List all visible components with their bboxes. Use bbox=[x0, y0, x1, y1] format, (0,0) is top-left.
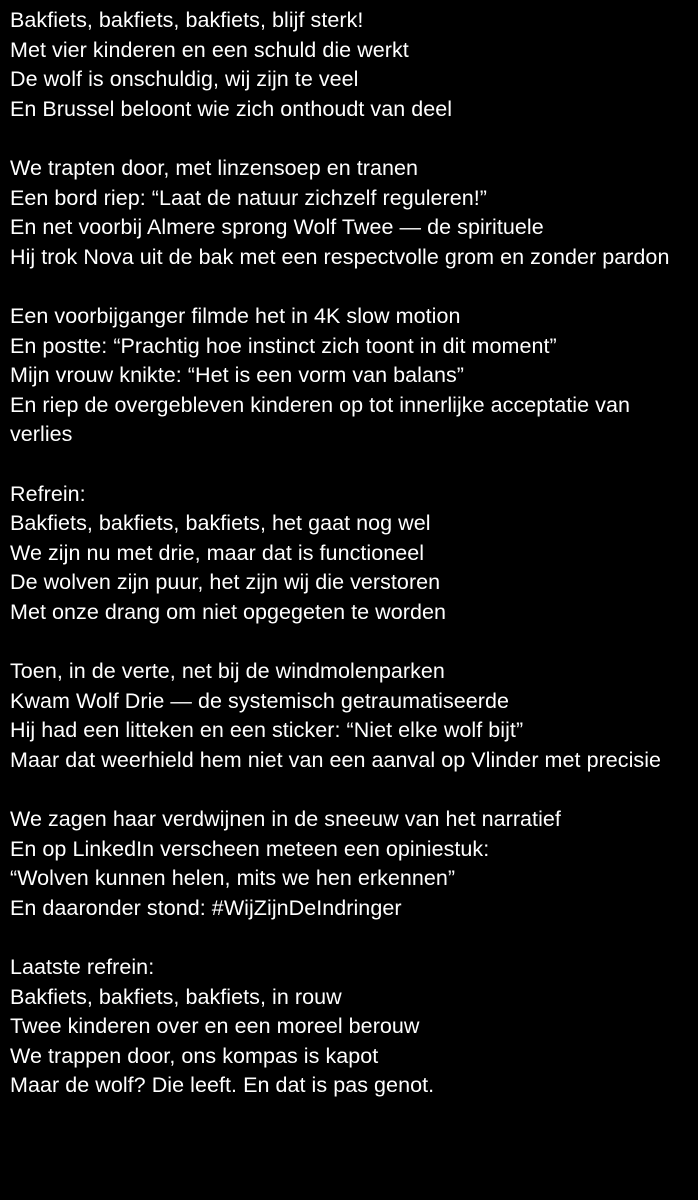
stanza-gap bbox=[10, 124, 688, 154]
poem-line: We zijn nu met drie, maar dat is functioneel bbox=[10, 540, 425, 565]
poem-line: Hij trok Nova uit de bak met een respectvolle grom en zonder pardon bbox=[10, 244, 670, 269]
stanza-3 bbox=[10, 302, 688, 450]
poem-line: Twee kinderen over en een moreel berouw bbox=[10, 1014, 420, 1039]
poem-line: De wolf is onschuldig, wij zijn te veel bbox=[10, 67, 359, 92]
poem-line: Kwam Wolf Drie — de systemisch getraumatiseerde bbox=[10, 688, 510, 713]
poem-line: Toen, in de verte, net bij de windmolenparken bbox=[10, 659, 445, 684]
poem-line: Een voorbijganger filmde het in 4K slow motion bbox=[10, 303, 461, 328]
stanza-7-laatste-refrein bbox=[10, 953, 688, 1101]
poem-line: Bakfiets, bakfiets, bakfiets, in rouw bbox=[10, 984, 342, 1009]
poem-line: We trapten door, met linzensoep en tranen bbox=[10, 155, 419, 180]
poem-line: Een bord riep: “Laat de natuur zichzelf reguleren!” bbox=[10, 185, 488, 210]
poem-line: Mijn vrouw knikte: “Het is een vorm van balans” bbox=[10, 363, 465, 388]
poem-line: En op LinkedIn verscheen meteen een opiniestuk: bbox=[10, 836, 490, 861]
stanza-gap bbox=[10, 272, 688, 302]
stanza-4-refrein bbox=[10, 480, 688, 628]
stanza-gap bbox=[10, 450, 688, 480]
refrain-heading: Refrein: bbox=[10, 481, 86, 506]
stanza-gap bbox=[10, 923, 688, 953]
poem-line: En postte: “Prachtig hoe instinct zich toont in dit moment” bbox=[10, 333, 557, 358]
poem-line: En net voorbij Almere sprong Wolf Twee — de spirituele bbox=[10, 215, 544, 240]
poem-line: Bakfiets, bakfiets, bakfiets, blijf sterk! bbox=[10, 8, 364, 32]
poem-line: Maar de wolf? Die leeft. En dat is pas genot. bbox=[10, 1073, 435, 1098]
refrain-heading: Laatste refrein: bbox=[10, 955, 155, 979]
poem-line: “Wolven kunnen helen, mits we hen erkennen” bbox=[10, 866, 456, 891]
poem-line: We zagen haar verdwijnen in de sneeuw van het narratief bbox=[10, 807, 561, 832]
stanza-6 bbox=[10, 805, 688, 923]
poem-line: Met onze drang om niet opgegeten te worden bbox=[10, 599, 446, 624]
poem-line: En Brussel beloont wie zich onthoudt van deel bbox=[10, 96, 453, 121]
poem-line: De wolven zijn puur, het zijn wij die verstoren bbox=[10, 570, 441, 595]
poem-line: Maar dat weerhield hem niet van een aanval op Vlinder met precisie bbox=[10, 747, 662, 772]
stanza-2 bbox=[10, 154, 688, 272]
poem-line: En riep de overgebleven kinderen op tot innerlijke acceptatie van verlies bbox=[10, 392, 630, 447]
poem-line: En daaronder stond: #WijZijnDeIndringer bbox=[10, 895, 402, 920]
poem-line: Hij had een litteken en een sticker: “Niet elke wolf bijt” bbox=[10, 718, 524, 743]
stanza-1 bbox=[10, 6, 688, 124]
poem-line: We trappen door, ons kompas is kapot bbox=[10, 1043, 379, 1068]
poem-line: Met vier kinderen en een schuld die werkt bbox=[10, 37, 409, 62]
stanza-gap bbox=[10, 627, 688, 657]
stanza-gap bbox=[10, 775, 688, 805]
stanza-5 bbox=[10, 657, 688, 775]
poem-text bbox=[10, 6, 688, 1101]
poem-line: Bakfiets, bakfiets, bakfiets, het gaat nog wel bbox=[10, 511, 431, 536]
